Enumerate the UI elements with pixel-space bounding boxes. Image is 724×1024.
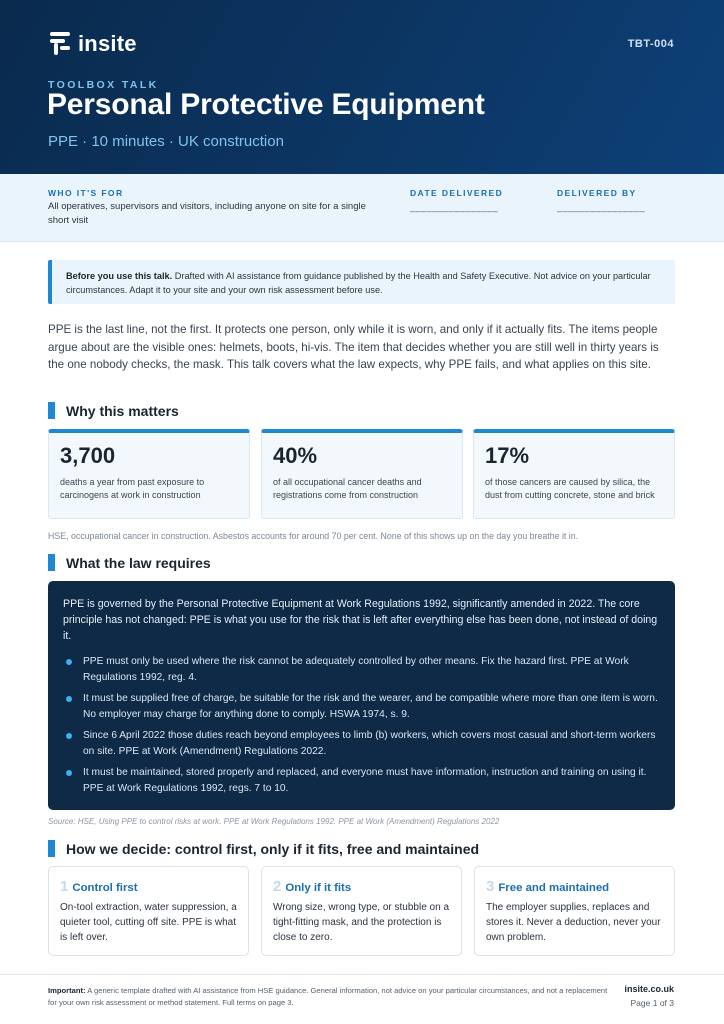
stat-description: deaths a year from past exposure to carcinogens at work in construction (60, 477, 205, 500)
disclaimer-callout (48, 260, 675, 304)
section-marker (48, 554, 55, 571)
card-header (486, 878, 663, 895)
insite-logo-icon (48, 30, 72, 58)
brand-logo[interactable] (48, 30, 137, 58)
principle-card (48, 866, 249, 956)
delivered-by-label: DELIVERED BY (557, 188, 637, 198)
card-number: 2 (273, 878, 282, 895)
stat-card (261, 429, 463, 519)
section-decide (48, 840, 479, 857)
list-item (63, 654, 660, 685)
footer-disclaimer (48, 985, 608, 1009)
page-subtitle: PPE · 10 minutes · UK construction (48, 133, 284, 150)
list-item (63, 728, 660, 759)
section-title: How we decide: control first, only if it fits, free and maintained (66, 840, 480, 857)
bullet-icon (66, 733, 72, 739)
footer-disclaimer-text: A generic template drafted with AI assistance from HSE guidance. General information, not advice on your particular circumstances, and not a replacement for your own risk assessment or method statement. Full terms on page 3. (48, 986, 608, 1007)
section-why (48, 402, 179, 419)
stats-source-note: HSE, occupational cancer in construction. Asbestos accounts for around 70 per cent. None of this shows up on the day you breathe it in. (48, 531, 579, 541)
stat-number: 40% (273, 443, 318, 468)
principle-card (474, 866, 675, 956)
footer-site-link[interactable]: insite.co.uk (624, 984, 674, 994)
who-label: WHO IT'S FOR (48, 188, 124, 198)
list-item-text: Since 6 April 2022 those duties reach beyond employees to limb (b) workers, which covers most casual and short-term workers on site. PPE at Work (Amendment) Regulations 2022. (83, 730, 656, 757)
who-value: All operatives, supervisors and visitors, including anyone on site for a single short visit (48, 201, 366, 226)
law-list (63, 654, 660, 796)
date-label: DATE DELIVERED (410, 188, 504, 198)
list-item (63, 765, 660, 796)
stat-number: 3,700 (60, 443, 116, 468)
card-text: On-tool extraction, water suppression, a quieter tool, cutting off site. PPE is what is left over. (60, 902, 237, 943)
list-item (63, 691, 660, 722)
law-panel (48, 581, 675, 810)
card-title: Control first (72, 882, 138, 894)
section-law (48, 554, 211, 571)
bullet-icon (66, 659, 72, 665)
card-number: 1 (60, 878, 69, 895)
bullet-icon (66, 696, 72, 702)
stat-card (473, 429, 675, 519)
law-source-note: Source: HSE, Using PPE to control risks at work. PPE at Work Regulations 1992. PPE at Work (Amendment) Regulations 2022 (48, 817, 500, 826)
page-number: Page 1 of 3 (630, 998, 674, 1008)
bullet-icon (66, 770, 72, 776)
page-title: Personal Protective Equipment (47, 88, 485, 121)
principle-card (261, 866, 462, 956)
list-item-text: PPE must only be used where the risk cannot be adequately controlled by other means. Fix the hazard first. PPE at Work Regulations 1992, reg. 4. (83, 656, 629, 683)
reference-code: TBT-004 (627, 38, 674, 50)
card-header (273, 878, 450, 895)
card-number: 3 (486, 878, 495, 895)
footer-divider (0, 974, 724, 975)
list-item-text: It must be supplied free of charge, be suitable for the risk and the wearer, and be compatible where more than one item is worn. No employer may charge for anything done to comply. HSWA 1974, s. 9. (83, 693, 658, 720)
delivered-by-field[interactable]: ________________ (557, 202, 646, 212)
stat-description: of those cancers are caused by silica, the dust from cutting concrete, stone and brick (485, 477, 655, 500)
section-marker (48, 840, 55, 857)
stat-number: 17% (485, 443, 530, 468)
section-title: Why this matters (66, 402, 179, 419)
card-text: Wrong size, wrong type, or stubble on a tight-fitting mask, and the protection is close to zero. (273, 902, 450, 943)
intro-paragraph: PPE is the last line, not the first. It protects one person, only while it is worn, and only if it actually fits. The items people argue about are the visible ones: helmets, boots, hi-vis. The item that decides whether you are still well in thirty years is the one nobody checks, the mask. This talk covers what the law expects, why PPE fails, and what applies on this site. (48, 323, 659, 371)
card-text: The employer supplies, replaces and stores it. Never a deduction, never your own problem. (486, 902, 661, 943)
eyebrow-label: TOOLBOX TALK (48, 79, 159, 91)
meta-strip (0, 174, 724, 242)
header-banner (0, 0, 724, 174)
section-title: What the law requires (66, 554, 211, 571)
footer-lead: Important: (48, 986, 86, 995)
card-title: Free and maintained (498, 882, 610, 894)
law-lead: PPE is governed by the Personal Protective Equipment at Work Regulations 1992, significantly amended in 2022. The core principle has not changed: PPE is what you use for the risk that is left after everything else has been done, not instead of doing it. (63, 598, 658, 642)
date-field[interactable]: ________________ (410, 202, 499, 212)
brand-name: insite (78, 31, 137, 56)
card-header (60, 878, 237, 895)
stat-description: of all occupational cancer deaths and registrations come from construction (273, 477, 422, 500)
callout-text: Drafted with AI assistance from guidance published by the Health and Safety Executive. Not advice on your particular circumstances. Adapt it to your site and your own risk assessment before use. (66, 271, 651, 295)
list-item-text: It must be maintained, stored properly and replaced, and everyone must have information, instruction and training on using it. PPE at Work Regulations 1992, regs. 7 to 10. (83, 767, 647, 794)
card-title: Only if it fits (285, 882, 352, 894)
stat-card (48, 429, 250, 519)
section-marker (48, 402, 55, 419)
callout-lead: Before you use this talk. (66, 271, 173, 281)
